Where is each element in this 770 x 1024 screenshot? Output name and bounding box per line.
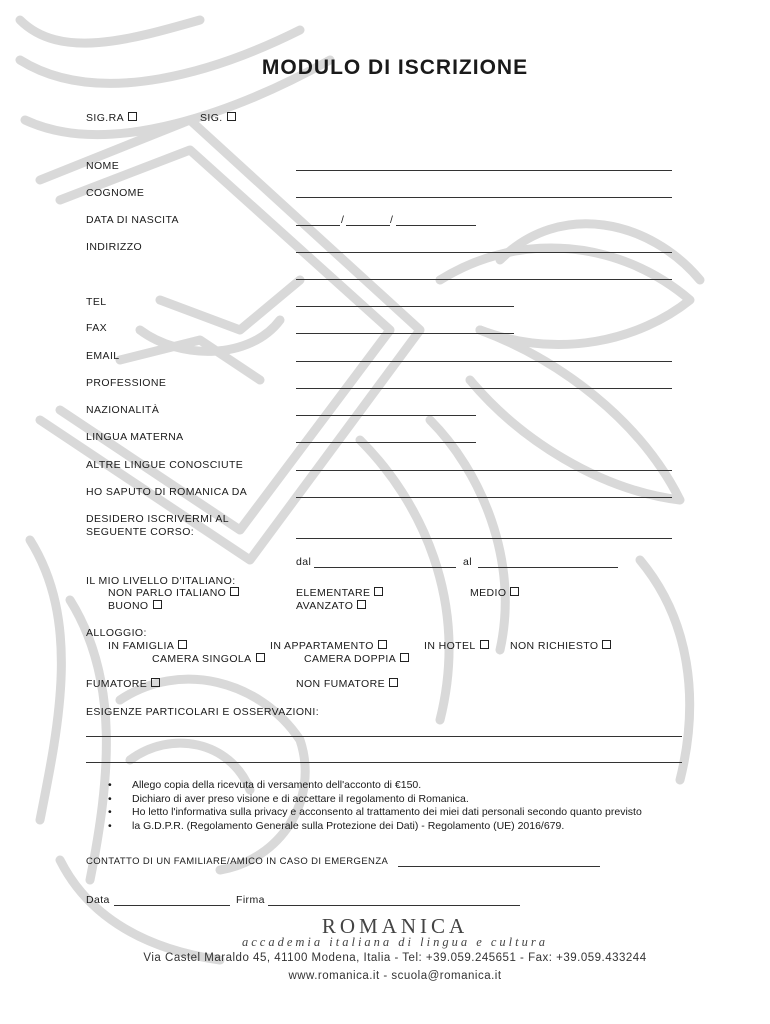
medio-checkbox[interactable] xyxy=(510,587,519,596)
option-buono[interactable] xyxy=(108,600,162,612)
declaration-item: • Ho letto l'informativa sulla privacy e acconsento al trattamento dei miei dati personali secondo quanto previsto xyxy=(108,806,708,820)
sig-label: SIG. xyxy=(200,112,223,124)
option-avanzato[interactable] xyxy=(296,600,366,612)
indirizzo-field-1[interactable] xyxy=(296,252,672,253)
buono-label: BUONO xyxy=(108,600,149,612)
indirizzo-field-2[interactable] xyxy=(296,279,672,280)
nome-field[interactable] xyxy=(296,170,672,171)
fumatore-label: FUMATORE xyxy=(86,678,148,690)
al-field[interactable] xyxy=(478,567,618,568)
doppia-label: CAMERA DOPPIA xyxy=(304,653,397,665)
dal-label: dal xyxy=(296,556,312,568)
dal-field[interactable] xyxy=(314,567,456,568)
page-title: MODULO DI ISCRIZIONE xyxy=(261,56,529,79)
data-nascita-label: DATA DI NASCITA xyxy=(86,214,179,226)
declarations-list xyxy=(108,779,708,833)
nazionalita-field[interactable] xyxy=(296,415,476,416)
cognome-label: COGNOME xyxy=(86,187,145,199)
fax-label: FAX xyxy=(86,322,108,334)
singola-checkbox[interactable] xyxy=(256,653,265,662)
sigra-checkbox[interactable] xyxy=(128,112,137,121)
dob-separator: / xyxy=(390,214,394,226)
famiglia-label: IN FAMIGLIA xyxy=(108,640,175,652)
hotel-checkbox[interactable] xyxy=(480,640,489,649)
firma-field[interactable] xyxy=(268,905,520,906)
option-elementare[interactable] xyxy=(296,587,383,599)
option-famiglia[interactable] xyxy=(108,640,187,652)
doppia-checkbox[interactable] xyxy=(400,653,409,662)
altre-lingue-label: ALTRE LINGUE CONOSCIUTE xyxy=(86,459,244,471)
sig-checkbox[interactable] xyxy=(227,112,236,121)
hotel-label: IN HOTEL xyxy=(424,640,476,652)
alloggio-heading: ALLOGGIO: xyxy=(86,627,147,639)
non-parlo-checkbox[interactable] xyxy=(230,587,239,596)
option-non-fumatore[interactable] xyxy=(296,678,398,690)
declaration-item: • Allego copia della ricevuta di versamento dell'acconto di €150. xyxy=(108,779,708,793)
declaration-item-continuation xyxy=(108,820,708,834)
footer-address: Via Castel Maraldo 45, 41100 Modena, Italia - Tel: +39.059.245651 - Fax: +39.059.433244 xyxy=(143,952,647,964)
dob-day-field[interactable] xyxy=(296,225,340,226)
non-fumatore-label: NON FUMATORE xyxy=(296,678,385,690)
tel-field[interactable] xyxy=(296,306,514,307)
appartamento-checkbox[interactable] xyxy=(378,640,387,649)
esigenze-field-1[interactable] xyxy=(86,736,682,737)
appartamento-label: IN APPARTAMENTO xyxy=(270,640,374,652)
option-hotel[interactable] xyxy=(424,640,489,652)
fumatore-checkbox[interactable] xyxy=(151,678,160,687)
medio-label: MEDIO xyxy=(470,587,507,599)
email-label: EMAIL xyxy=(86,350,120,362)
data-field[interactable] xyxy=(114,905,230,906)
saputo-label: HO SAPUTO DI ROMANICA DA xyxy=(86,486,248,498)
saputo-field[interactable] xyxy=(296,497,672,498)
contatto-field[interactable] xyxy=(398,866,600,867)
option-medio[interactable] xyxy=(470,587,519,599)
famiglia-checkbox[interactable] xyxy=(178,640,187,649)
singola-label: CAMERA SINGOLA xyxy=(152,653,252,665)
option-non-richiesto[interactable] xyxy=(510,640,611,652)
data-label: Data xyxy=(86,894,110,906)
option-doppia[interactable] xyxy=(304,653,409,665)
footer-web: www.romanica.it - scuola@romanica.it xyxy=(288,970,502,982)
declaration-continuation-text: la G.D.P.R. (Regolamento Generale sulla Protezione dei Dati) - Regolamento (UE) 2016/679. xyxy=(132,819,565,832)
declaration-item: • Dichiaro di aver preso visione e di accettare il regolamento di Romanica. xyxy=(108,793,708,807)
corso-label-line1: DESIDERO ISCRIVERMI AL xyxy=(86,513,229,525)
professione-label: PROFESSIONE xyxy=(86,377,167,389)
firma-label: Firma xyxy=(236,894,265,906)
dob-separator: / xyxy=(341,214,345,226)
option-fumatore[interactable] xyxy=(86,678,160,690)
email-field[interactable] xyxy=(296,361,672,362)
option-non-parlo[interactable] xyxy=(108,587,239,599)
al-label: al xyxy=(463,556,472,568)
elementare-label: ELEMENTARE xyxy=(296,587,371,599)
avanzato-checkbox[interactable] xyxy=(357,600,366,609)
nome-label: NOME xyxy=(86,160,120,172)
cognome-field[interactable] xyxy=(296,197,672,198)
non-parlo-label: NON PARLO ITALIANO xyxy=(108,587,227,599)
dob-year-field[interactable] xyxy=(396,225,476,226)
non-fumatore-checkbox[interactable] xyxy=(389,678,398,687)
corso-label-line2: SEGUENTE CORSO: xyxy=(86,526,195,538)
altre-lingue-field[interactable] xyxy=(296,470,672,471)
esigenze-field-2[interactable] xyxy=(86,762,682,763)
sigra-label: SIG.RA xyxy=(86,112,124,124)
salutation-sigra[interactable] xyxy=(86,112,137,124)
salutation-sig[interactable] xyxy=(200,112,236,124)
esigenze-label: ESIGENZE PARTICOLARI E OSSERVAZIONI: xyxy=(86,706,320,718)
tel-label: TEL xyxy=(86,296,107,308)
elementare-checkbox[interactable] xyxy=(374,587,383,596)
corso-field[interactable] xyxy=(296,538,672,539)
option-appartamento[interactable] xyxy=(270,640,387,652)
nazionalita-label: NAZIONALITÀ xyxy=(86,404,160,416)
fax-field[interactable] xyxy=(296,333,514,334)
professione-field[interactable] xyxy=(296,388,672,389)
dob-month-field[interactable] xyxy=(346,225,390,226)
contatto-label: CONTATTO DI UN FAMILIARE/AMICO IN CASO DI EMERGENZA xyxy=(86,856,389,867)
livello-heading: IL MIO LIVELLO D'ITALIANO: xyxy=(86,575,236,587)
non-richiesto-label: NON RICHIESTO xyxy=(510,640,599,652)
indirizzo-label: INDIRIZZO xyxy=(86,241,143,253)
brand-logo-text: ROMANICA xyxy=(321,914,469,938)
lingua-materna-field[interactable] xyxy=(296,442,476,443)
option-singola[interactable] xyxy=(152,653,265,665)
buono-checkbox[interactable] xyxy=(153,600,162,609)
avanzato-label: AVANZATO xyxy=(296,600,354,612)
brand-tagline: accademia italiana di lingua e cultura xyxy=(242,935,548,949)
lingua-materna-label: LINGUA MATERNA xyxy=(86,431,184,443)
non-richiesto-checkbox[interactable] xyxy=(602,640,611,649)
